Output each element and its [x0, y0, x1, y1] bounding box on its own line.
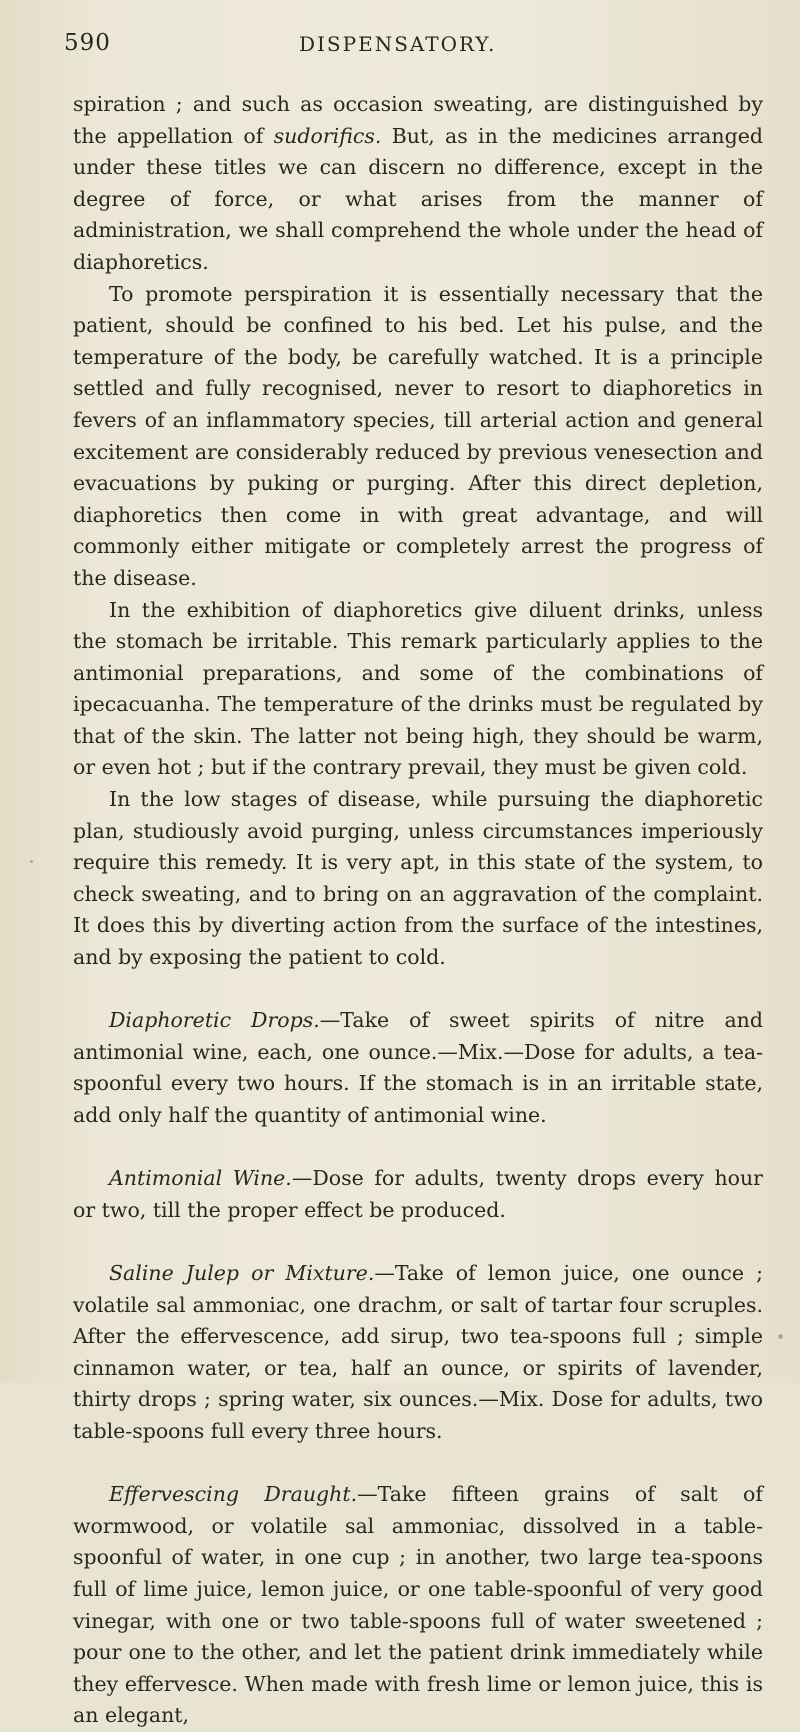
paragraph-2: To promote perspiration it is essentially necessary that the patient, should be confined to his bed. Let his pulse, and the temperature of the body, be carefully watched. It is a principle settled and fully recognised, never to resort to diaphoretics in fevers of an inflammatory species, till arterial action and general excitement are considerably reduced by previous venesection and evacuations by puking or purging. After this direct depletion, diaphoretics then come in with great advantage, and will commonly either mitigate or completely arrest the progress of the disease. [73, 281, 763, 590]
paragraph-3: In the exhibition of diaphoretics give diluent drinks, unless the stomach be irritable. This remark particularly applies to the antimonial preparations, and some of the combinations of ipecacuanha. The temperature of the drinks must be regulated by that of the skin. The latter not being high, they should be warm, or even hot ; but if the contrary prevail, they must be given cold. [73, 597, 763, 780]
paragraph-1: spiration ; and such as occasion sweating, are distinguished by the appellation of sudorifics. But, as in the medicines arranged under these titles we can discern no difference, except in the degree of force, or what arises from the manner of administration, we shall comprehend the whole under the head of diaphoretics. [73, 92, 764, 274]
paper-speck [468, 1338, 472, 1342]
body-text [73, 89, 763, 1732]
recipe-text: —Take of sweet spirits of nitre and antimonial wine, each, one ounce.—Mix.—Dose for adults, a tea-spoonful every two hours. If the stomach is in an irritable state, add only half the quantity of antimonial wine. [73, 1008, 763, 1127]
paper-speck [778, 1334, 783, 1339]
paragraph-4: In the low stages of disease, while pursuing the diaphoretic plan, studiously avoid purging, unless circumstances imperiously require this remedy. It is very apt, in this state of the system, to check sweating, and to bring on an aggravation of the complaint. It does this by diverting action from the surface of the intestines, and by exposing the patient to cold. [73, 787, 763, 970]
page-number: 590 [64, 30, 111, 56]
recipe-title: Saline Julep or Mixture. [109, 1260, 375, 1285]
running-head: DISPENSATORY. [299, 32, 497, 56]
recipe-text: —Dose for adults, twenty drops every hour or two, till the proper effect be produced. [73, 1166, 763, 1222]
paper-speck [30, 860, 33, 863]
recipe-title: Effervescing Draught. [109, 1482, 358, 1507]
recipe-diaphoretic-drops [73, 1005, 763, 1131]
recipe-effervescing-draught [73, 1479, 763, 1732]
term-sudorifics: sudorifics. [273, 123, 382, 148]
recipe-saline-julep [73, 1258, 763, 1448]
page-header [64, 30, 740, 64]
recipe-title: Diaphoretic Drops. [109, 1008, 320, 1033]
recipe-antimonial-wine [73, 1163, 763, 1226]
recipe-title: Antimonial Wine. [109, 1166, 292, 1191]
recipe-text: —Take fifteen grains of salt of wormwood, or volatile sal ammoniac, dissolved in a table-spoonful of water, in one cup ; in another, two large tea-spoons full of lime juice, lemon juice, or one table-spoonful of very good vinegar, with one or two table-spoons full of water sweetened ; pour one to the other, and let the patient drink immediately while they effervesce. When made with fresh lime or lemon juice, this is an elegant, [73, 1482, 763, 1728]
recipe-text: —Take of lemon juice, one ounce ; volatile sal ammoniac, one drachm, or salt of tartar four scruples. After the effervescence, add sirup, two tea-spoons full ; simple cinnamon water, or tea, half an ounce, or spirits of lavender, thirty drops ; spring water, six ounces.—Mix. Dose for adults, two table-spoons full every three hours. [73, 1260, 763, 1443]
